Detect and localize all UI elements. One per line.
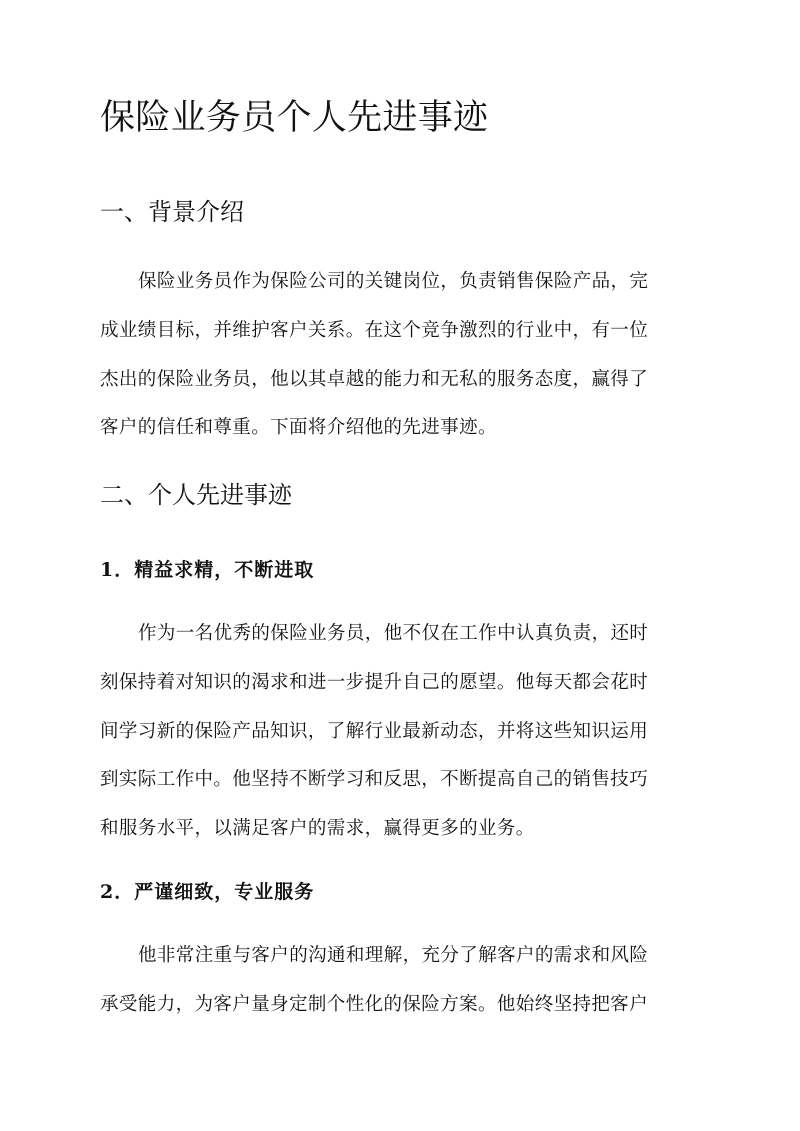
paragraph-line: 和服务水平，以满足客户的需求，赢得更多的业务。 [100,818,535,840]
paragraph-line: 刻保持着对知识的渴求和进一步提升自己的愿望。他每天都会花时 [100,671,649,693]
paragraph-line: 承受能力，为客户量身定制个性化的保险方案。他始终坚持把客户 [100,993,649,1015]
paragraph-line: 到实际工作中。他坚持不断学习和反思，不断提高自己的销售技巧 [100,769,649,791]
paragraph-line: 作为一名优秀的保险业务员，他不仅在工作中认真负责，还时 [138,623,649,644]
paragraph-line: 间学习新的保险产品知识，了解行业最新动态，并将这些知识运用 [100,720,649,742]
paragraph-line: 保险业务员作为保险公司的关键岗位，负责销售保险产品，完 [138,271,649,292]
paragraph-background [100,258,700,453]
paragraph-item-1 [100,610,700,854]
paragraph-line: 他非常注重与客户的沟通和理解，充分了解客户的需求和风险 [138,945,649,966]
document-title: 保险业务员个人先进事迹 [100,98,489,138]
section-heading-background: 一、背景介绍 [100,198,244,226]
section-heading-achievements: 二、个人先进事迹 [100,481,292,509]
paragraph-item-2 [100,932,700,1030]
paragraph-line: 客户的信任和尊重。下面将介绍他的先进事迹。 [100,417,497,439]
subheading-item-1: 1．精益求精，不断进取 [100,559,315,581]
paragraph-line: 成业绩目标，并维护客户关系。在这个竞争激烈的行业中，有一位 [100,319,649,341]
subheading-item-2: 2．严谨细致，专业服务 [100,881,315,903]
paragraph-line: 杰出的保险业务员，他以其卓越的能力和无私的服务态度，赢得了 [100,368,649,390]
